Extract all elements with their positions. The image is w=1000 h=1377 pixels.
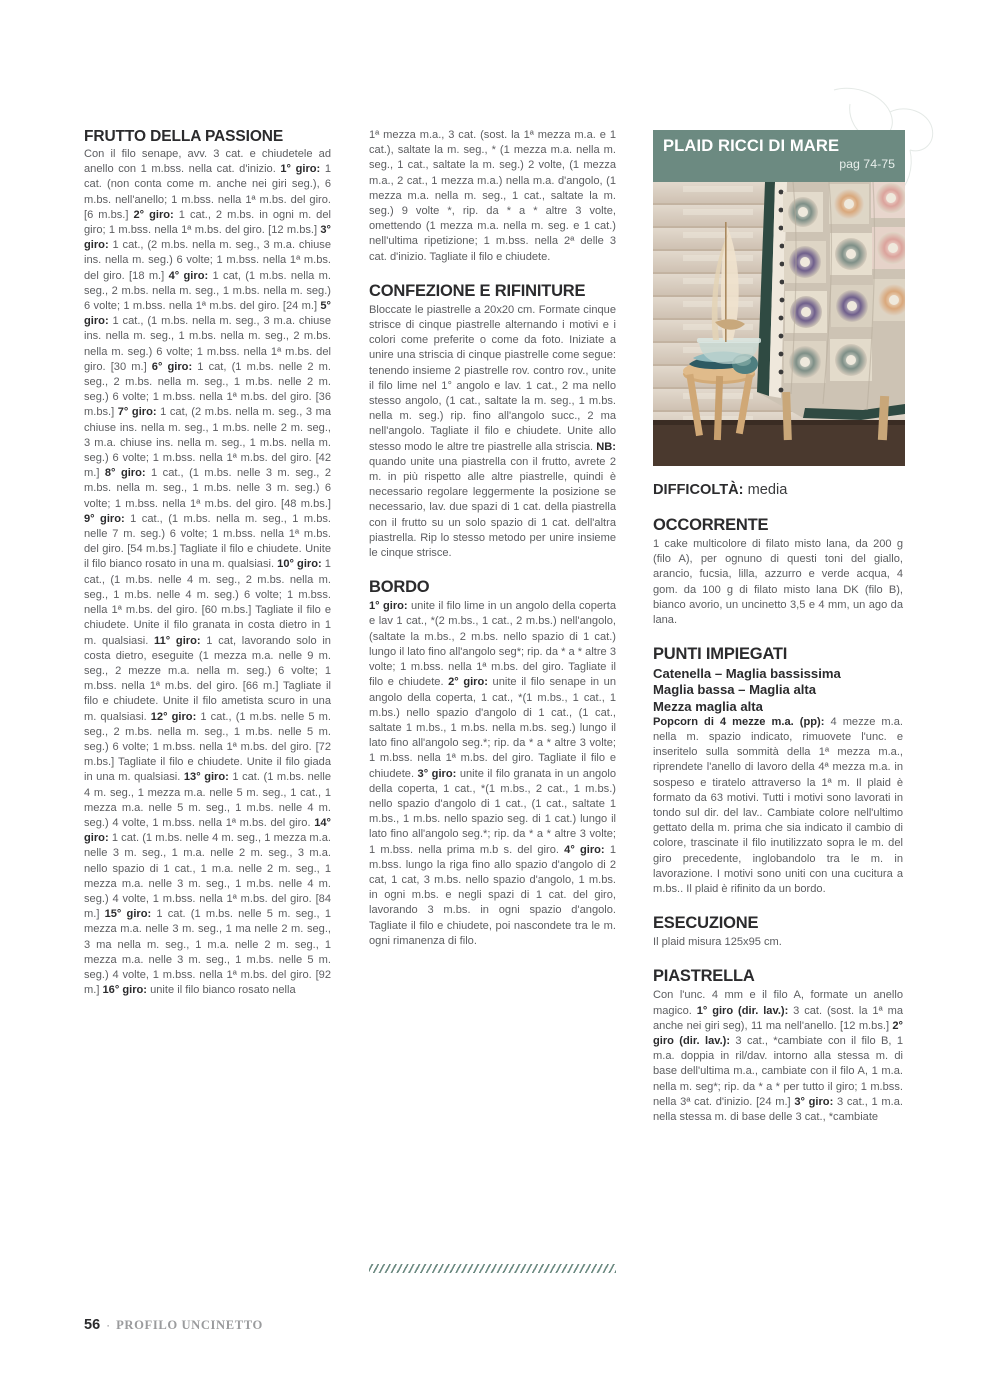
stitch-line-2: Maglia bassa – Maglia alta (653, 682, 817, 698)
section-heading-punti-impiegati: PUNTI IMPIEGATI (653, 645, 788, 664)
occorrente-body-text: 1 cake multicolore di filato misto lana, da 200 g (filo A), per ognuno di questi toni del giallo, arancio, fucsia, lilla, azzurro e verde acqua, 4 gom. da 100 g di filato misto lana DK (filo B), bianco avorio, un uncinetto 3,5 e 4 mm, un ago da lana. (653, 538, 903, 627)
hatched-divider (369, 1264, 616, 1273)
difficulty-value: media (747, 482, 788, 498)
punti-body-text: Popcorn di 4 mezze m.a. (pp): 4 mezze m.a. nella m. spazio indicato, rimuovete l'unc. e inseritelo sulla sommità della 1ª mezza m.a., riprendete l'anello di lavoro della 4ª mezza m.a. in sospeso e tiratelo attraverso la 1ª m. Il plaid è formato da 63 motivi. Tutti i motivi sono lavorati in tondo sul dir. del lav.. Cambiate colore nell'ultimo gettato della m. prima che sia indicato il cambio di colore, trascinate il filo inutilizzato sopra le m. del giro precedente, inglobandolo tra le m. in lavorazione. I motivi sono uniti con una cucitura a m.bs.. Il plaid è rifinito da un bordo. (653, 715, 903, 896)
footer-separator: · (106, 1318, 111, 1332)
column-two (369, 128, 616, 949)
section-heading-esecuzione: ESECUZIONE (653, 914, 759, 933)
section-heading-confezione: CONFEZIONE E RIFINITURE (369, 281, 586, 300)
column-one (84, 128, 331, 998)
stitch-line-3: Mezza maglia alta (653, 698, 763, 714)
confezione-body-text: Bloccate le piastrelle a 20x20 cm. Formate cinque strisce di cinque piastrelle alternando i motivi e i colori come preferite o come da foto. Iniziate a unire una striscia di cinque piastrelle come segue: tenendo insieme 2 piastrelle rov. contro rov., unite il filo lime nel 1° angolo e lav. 1 cat., 2 ma nello stesso angolo, (1 cat., saltate la m. seg., 1 m.bs. nella m. seg.) rip. fino all'angolo succ., 2 ma nell'angolo. Tagliate il filo e chiudete. Unite allo stesso modo le altre tre piastrelle alla striscia. NB: quando unite una piastrella con il frutto, avrete 2 m. in più rispetto alle altre piastrelle, quindi è necessario regolare leggermente la posizione se necessario, lav. due spazi di 1 cat. della piastrella con il frutto su un solo spazio di 1 cat. dell'altra piastrella. Rip lo stesso metodo per unire insieme le cinque strisce. (369, 303, 616, 560)
project-title-banner (653, 130, 905, 182)
frutto-body-text: Con il filo senape, avv. 3 cat. e chiudetele ad anello con 1 m.bss. nella cat. d'inizio. 1° giro: 1 cat. (non conta come m. anche nei giri seg.), 6 m.bs. nell'anello; 1 m.bss. nella 1ª m.bs. del giro. [6 m.bs.] 2° giro: 1 cat., 2 m.bs. in ogni m. del giro; 1 m.bss. nella 1ª m.bs. del giro. [12 m.bs.] 3° giro: 1 cat., (2 m.bs. nella m. seg., 3 m.a. chiuse ins. nella m. seg.) 6 volte; 1 m.bss. nella 1ª m.bs. del giro. [18 m.] 4° giro: 1 cat, (1 m.bs. nella m. seg., 2 m.bs. nella m. seg., 1 m.bs. nella m. seg.) 6 volte; 1 m.bss. nella 1ª m.bs. del giro. [24 m.] 5° giro: 1 cat., (1 m.bs. nella m. seg., 3 m.a. chiuse ins. nella m. seg., 1 m.bs. nella m. seg., 2 m.bs. nella m. seg.) 6 volte; 1 m.bss. nella 1ª m.bs. del giro. [30 m.] 6° giro: 1 cat, (1 m.bs. nelle 2 m. seg., 2 m.bs. nella m. seg., 1 m.bs. nelle 2 m. seg.) 6 volte; 1 m.bss. nella 1ª m.bs. del giro. [36 m.bs.] 7° giro: 1 cat, (2 m.bs. nella m. seg., 3 ma chiuse ins. nella m. seg., 1 m.bs. nelle 2 m. seg., 3 m.a. chiuse ins. nella m. seg., 1 m.bs. nella m. seg.) 6 volte; 1 m.bss. nella 1ª m.bs. del giro. [42 m.] 8° giro: 1 cat., (1 m.bs. nelle 3 m. seg., 2 m.bs. nella m. seg., 1 m.bs. nelle 3 m. seg.) 6 volte; 1 m.bss. nella 1ª m.bs. del giro. [48 m.bs.] 9° giro: 1 cat., (1 m.bs. nella m. seg., 1 m.bs. nelle 7 m. seg.) 6 volte; 1 m.bss. nella 1ª m.bs. del giro. [54 m.bs.] Tagliate il filo e chiudete. Unite il filo bianco rosato in una m. qualsiasi. 10° giro: 1 cat., (1 m.bs. nelle 4 m. seg., 2 m.bs. nella m. seg., 1 m.bs. nelle 4 m. seg.) 6 volte; 1 m.bss. nella 1ª m.bs. del giro. [60 m.bs.] Tagliate il filo e chiudete. Unite il filo granata in costa dietro in 1 m. qualsiasi. 11° giro: 1 cat, lavorando solo in costa dietro, eseguite (1 mezza m.a. nelle 9 m. seg., 2 mezze m.a. nella m. seg.) 6 volte; 1 m.bss. nella 1ª m.bs. del giro. [66 m.] Tagliate il filo e chiudete. Unite il filo ametista scuro in una m. qualsiasi. 12° giro: 1 cat., (1 m.bs. nelle 5 m. seg., 2 m.bs. nella m. seg., 1 m.bs. nelle 5 m. seg.) 6 volte; 1 m.bss. nella 1ª m.bs. del giro. [72 m.bs.] Tagliate il filo e chiudete. Unite il filo giada in una m. qualsiasi. 13° giro: 1 cat. (1 m.bs. nelle 4 m. seg., 1 mezza m.a. nelle 5 m. seg., 1 cat., 1 mezza m.a. nelle 5 m. seg., 1 m.bs. nelle 4 m. seg.) 4 volte, 1 m.bss. nella 1ª m.bs. del giro. 14° giro: 1 cat. (1 m.bs. nelle 4 m. seg., 1 mezza m.a. nelle 3 m. seg., 1 m.a. nelle 2 m. seg., 3 m.a. nello spazio di 1 cat., 1 m.a. nelle 2 m. seg., 1 mezza m.a. nelle 3 m. seg., 1 m.bs. nelle 4 m. seg.) 4 volte, 1 m.bss. nella 1ª m.bs. del giro. [84 m.] 15° giro: 1 cat. (1 m.bs. nelle 5 m. seg., 1 mezza m.a. nelle 3 m. seg., 1 ma nelle 2 m. seg., 3 ma nella m. seg., 1 m.a. nelle 2 m. seg., 1 mezza m.a. nelle 3 m. seg., 1 m.bs. nelle 5 m. seg.) 4 volte, 1 m.bss. nella 1ª m.bs. del giro. [92 m.] 16° giro: unite il filo bianco rosato nella (84, 148, 332, 997)
plaid-photo (653, 182, 905, 466)
section-heading-occorrente: OCCORRENTE (653, 516, 769, 534)
project-page-reference: pag 74-75 (839, 157, 895, 171)
difficulty-label: DIFFICOLTÀ: (653, 482, 744, 498)
project-title: PLAID RICCI DI MARE (663, 136, 840, 155)
stitch-line-1: Catenella – Maglia bassissima (653, 666, 841, 682)
magazine-name: PROFILO UNCINETTO (116, 1318, 263, 1332)
esecuzione-body-text: Il plaid misura 125x95 cm. (653, 936, 782, 949)
column-two-intro: 1ª mezza m.a., 3 cat. (sost. la 1ª mezza m.a. e 1 cat.), saltate la m. seg., * (1 mezza m.a. nella m. seg., 1 cat., saltate la m. seg.) 2 volte, (1 mezza m.a., 2 cat., 1 mezza m.a.) nella m.a. d'angolo, (1 mezza m.a. nella m. seg., 1 cat., saltate la m. seg.) 9 volte *, rip. da * a * altre 3 volte, omettendo (1 mezza m.a. nella m. seg. e 1 cat.) nell'ultima ripetizione; 1 m.bss. nella 2ª delle 3 cat. d'inizio. Tagliate il filo e chiudete. (369, 129, 616, 263)
page-footer (84, 1317, 263, 1333)
piastrella-body-text: Con l'unc. 4 mm e il filo A, formate un anello magico. 1° giro (dir. lav.): 3 cat. (sost. la 1ª ma anche nei giri seg), 11 ma nell'anello. [12 m.bs.] 2° giro (dir. lav.): 3 cat., *cambiate con il filo B, 1 m.a. doppia in ril/dav. intorno alla stessa m. di base dell'ultima m.a., cambiate con il filo A, 1 m.a. nella m. seg*; rip. da * a * per tutto il giro; 1 m.bss. nella 3ª cat. d'inizio. [24 m.] 3° giro: 3 cat., 1 m.a. nella stessa m. di base delle 3 cat., *cambiate (653, 989, 903, 1124)
difficulty-row (653, 482, 903, 499)
section-heading-bordo: BORDO (369, 578, 430, 597)
bordo-body-text: 1° giro: unite il filo lime in un angolo della coperta e lav 1 cat., *(2 m.bs., 1 cat., 2 m.bs.) nell'angolo, (saltate la m.bs., 2 m.bs. nello spazio di 1 cat.) lungo il lato fino all'angolo seg*; rip. da * a * altre 3 volte; 1 m.bss. nella 1ª m.bs. del giro. Tagliate il filo e chiudete. 2° giro: unite il filo senape in un angolo della coperta, 1 cat., *(1 m.bs., 1 cat., 1 m.bs.) nello spazio d'angolo di 1 cat., (1 cat., saltate 1 m.bs., 1 m.bs. nella m.bs. seg.) lungo il lato fino all'angolo seg.*; rip. da * a * altre 3 volte; 1 m.bss. nella 1ª m.bs. del giro. Tagliate il filo e chiudete. 3° giro: unite il filo granata in un angolo della coperta, 1 cat., *(1 m.bs., 2 cat., 1 m.bs.) nello spazio d'angolo di 1 cat., (1 cat., saltate 1 m.bs., 1 m.bs. nello spazio seg. di 1 cat.) lungo il lato fino all'angolo seg.*; rip. da * a * altre 3 volte; 1 m.bss. nella prima m.b s. del giro. 4° giro: 1 m.bss. lungo la riga fino allo spazio d'angolo di 2 cat, 1 cat, 3 m.bs. nello spazio d'angolo, 1 m.bs. in ogni m.bs. e negli spazi di 1 cat. del giro, lavorando 3 m.bs. in ogni spazio d'angolo. Tagliate il filo e chiudete, poi nascondete tra le m. ogni rimanenza di filo. (369, 600, 617, 947)
section-heading-piastrella: PIASTRELLA (653, 967, 755, 986)
page-number: 56 (84, 1317, 101, 1333)
article-heading-frutto: FRUTTO DELLA PASSIONE (84, 128, 284, 145)
